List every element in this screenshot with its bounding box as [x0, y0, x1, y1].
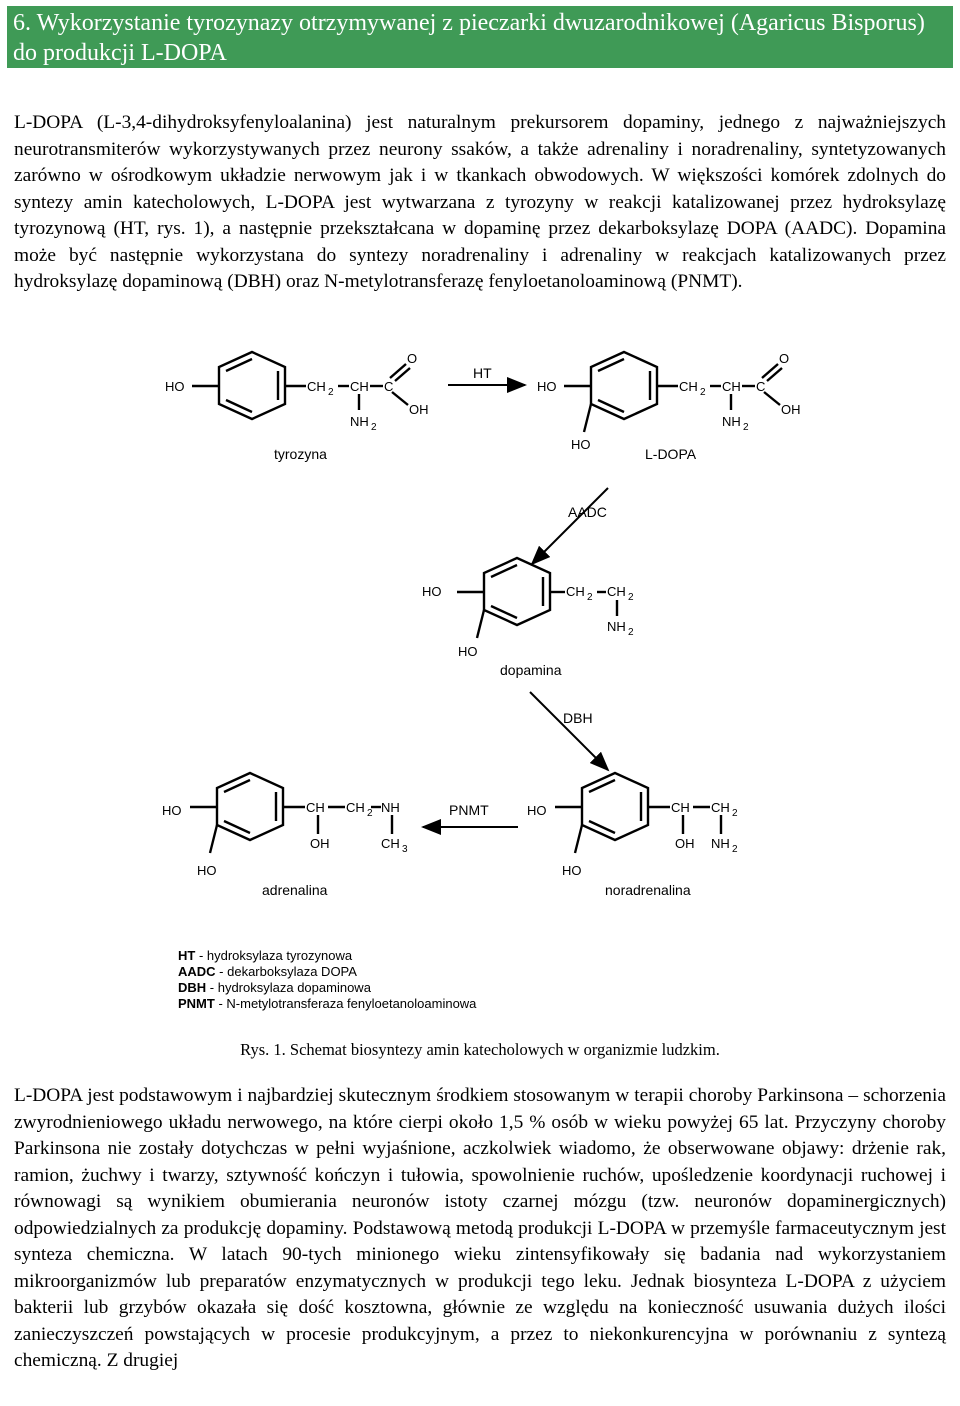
tyrosine-label: tyrozyna [274, 446, 327, 462]
paragraph-intro: L-DOPA (L-3,4-dihydroksyfenyloalanina) jest naturalnym prekursorem dopaminy, jednego z najważniejszych neurotransmiterów wykorzystywanych przez neurony ssaków, a także adrenaliny i noradrenaliny, syntetyzowanych zarówno w ośrodkowym układzie nerwowym jak i w tkankach obwodowych. W większości komórek zdolnych do syntezy amin katecholowych, L-DOPA jest wytwarzana z tyrozyny w reakcji katalizowanej przez hydroksylazę tyrozynową (HT, rys. 1), a następnie przekształcana w dopaminę przez dekarboksylazę DOPA (AADC). Dopamina może być następnie wykorzystana do syntezy noradrenaliny i adrenaliny w reakcjach katalizowanych przez hydroksylazę dopaminową (DBH) oraz N-metylotransferazę fenyloetanoloaminową (PNMT). [14, 112, 946, 292]
svg-text:2: 2 [732, 844, 738, 855]
svg-text:2: 2 [732, 808, 738, 819]
legend-abbr-pnmt: PNMT [178, 996, 215, 1011]
legend-abbr-aadc: AADC [178, 964, 216, 979]
noradrenaline-ch: CH [671, 800, 690, 815]
dbh-arrow [530, 692, 608, 770]
legend-abbr-ht: HT [178, 948, 196, 963]
noradrenaline-oh: OH [675, 836, 695, 851]
tyrosine-ch: CH [350, 379, 369, 394]
ldopa-ch2: CH [679, 379, 698, 394]
svg-text:PNMT - N-metylotransferaza fen [178, 996, 477, 1011]
svg-text:2: 2 [700, 387, 706, 398]
tyrosine-o: O [407, 351, 418, 366]
tyrosine-oh: OH [409, 402, 429, 417]
scheme-svg [0, 340, 960, 1030]
dbh-label: DBH [563, 710, 593, 726]
ht-label: HT [473, 365, 492, 381]
dopamine-ho-2: HO [458, 644, 478, 659]
dopamine-label: dopamina [500, 662, 562, 678]
enzyme-legend [178, 948, 477, 1011]
adrenaline-nh: NH [381, 800, 400, 815]
tyrosine-structure [192, 352, 410, 419]
legend-desc-dbh: - hydroksylaza dopaminowa [206, 980, 371, 995]
noradrenaline-label: noradrenalina [605, 882, 691, 898]
adrenaline-label: adrenalina [262, 882, 328, 898]
dopamine-ch2-a: CH [566, 584, 585, 599]
adrenaline-ch3: CH [381, 836, 400, 851]
pnmt-label: PNMT [449, 802, 489, 818]
section-title: 6. Wykorzystanie tyrozynazy otrzymywanej z pieczarki dwuzarodnikowej (Agaricus Bisporus) do produkcji L-DOPA [13, 10, 925, 66]
tyrosine-ho: HO [165, 379, 185, 394]
noradrenaline-structure [555, 773, 721, 853]
svg-text:AADC - dekarboksylaza DOPA [178, 964, 357, 979]
noradrenaline-ho: HO [527, 803, 547, 818]
adrenaline-ch2: CH [346, 800, 365, 815]
adrenaline-ho: HO [162, 803, 182, 818]
aadc-label: AADC [568, 504, 607, 520]
dopamine-ch2-b: CH [607, 584, 626, 599]
svg-text:3: 3 [402, 844, 408, 855]
svg-text:2: 2 [328, 387, 334, 398]
svg-text:2: 2 [371, 422, 377, 433]
ldopa-label: L-DOPA [645, 446, 697, 462]
legend-desc-aadc: - dekarboksylaza DOPA [215, 964, 357, 979]
legend-desc-ht: - hydroksylaza tyrozynowa [195, 948, 353, 963]
legend-abbr-dbh: DBH [178, 980, 207, 995]
ldopa-nh2: NH [722, 414, 741, 429]
svg-text:2: 2 [743, 422, 749, 433]
adrenaline-ho-2: HO [197, 863, 217, 878]
tyrosine-nh2: NH [350, 414, 369, 429]
ldopa-ch: CH [722, 379, 741, 394]
noradrenaline-ch2: CH [711, 800, 730, 815]
dopamine-ho: HO [422, 584, 442, 599]
adrenaline-ch: CH [306, 800, 325, 815]
biosynthesis-scheme [0, 340, 960, 1030]
adrenaline-oh: OH [310, 836, 330, 851]
svg-text:2: 2 [628, 592, 634, 603]
dopamine-structure [457, 558, 617, 638]
aadc-arrow [532, 488, 608, 564]
ldopa-ho-2: HO [571, 437, 591, 452]
svg-text:2: 2 [587, 592, 593, 603]
figure-caption: Rys. 1. Schemat biosyntezy amin katecholowych w organizmie ludzkim. [240, 1040, 720, 1059]
section-header [7, 6, 953, 68]
tyrosine-c: C [384, 379, 394, 394]
svg-text:2: 2 [628, 627, 634, 638]
legend-desc-pnmt: - N-metylotransferaza fenyloetanoloaminowa [214, 996, 477, 1011]
ldopa-structure [564, 352, 782, 432]
ldopa-ho: HO [537, 379, 557, 394]
svg-text:2: 2 [367, 808, 373, 819]
dopamine-nh2: NH [607, 619, 626, 634]
ldopa-o: O [779, 351, 790, 366]
tyrosine-ch2: CH [307, 379, 326, 394]
svg-text:HT - hydroksylaza tyrozynowa [178, 948, 353, 963]
ldopa-c: C [756, 379, 766, 394]
paragraph-parkinson: L-DOPA jest podstawowym i najbardziej skutecznym środkiem stosowanym w terapii choroby Parkinsona – schorzenia zwyrodnieniowego układu nerwowego, na które cierpi około 1,5 % osób w wieku powyżej 65 lat. Przyczyny choroby Parkinsona nie zostały dotychczas w pełni wyjaśnione, aczkolwiek wiadomo, że obserwowane objawy: drżenie rak, ramion, żuchwy i twarzy, sztywność kończyn i tułowia, spowolnienie ruchów, upośledzenie koordynacji ruchowej i równowagi są wynikiem obumierania neuronów istoty czarnej mózgu (tzw. neuronów dopaminergicznych) odpowiedzialnych za produkcję dopaminy. Podstawową metodą produkcji L-DOPA w przemyśle farmaceutycznym jest synteza chemiczna. W latach 90-tych minionego wieku zintensyfikowały się badania nad wykorzystaniem mikroorganizmów lub preparatów enzymatycznych w produkcji tego leku. Jednak biosynteza L-DOPA z użyciem bakterii lub grzybów okazała się dość kosztowna, głównie ze względu na konieczność usuwania dużych ilości zanieczyszczeń powstających w procesie produkcyjnym, a przez to niekonkurencyjna w porównaniu z syntezą chemiczną. Z drugiej [14, 1085, 946, 1371]
noradrenaline-ho-2: HO [562, 863, 582, 878]
svg-text:DBH - hydroksylaza dopaminowa [178, 980, 372, 995]
noradrenaline-nh2: NH [711, 836, 730, 851]
ldopa-oh: OH [781, 402, 801, 417]
